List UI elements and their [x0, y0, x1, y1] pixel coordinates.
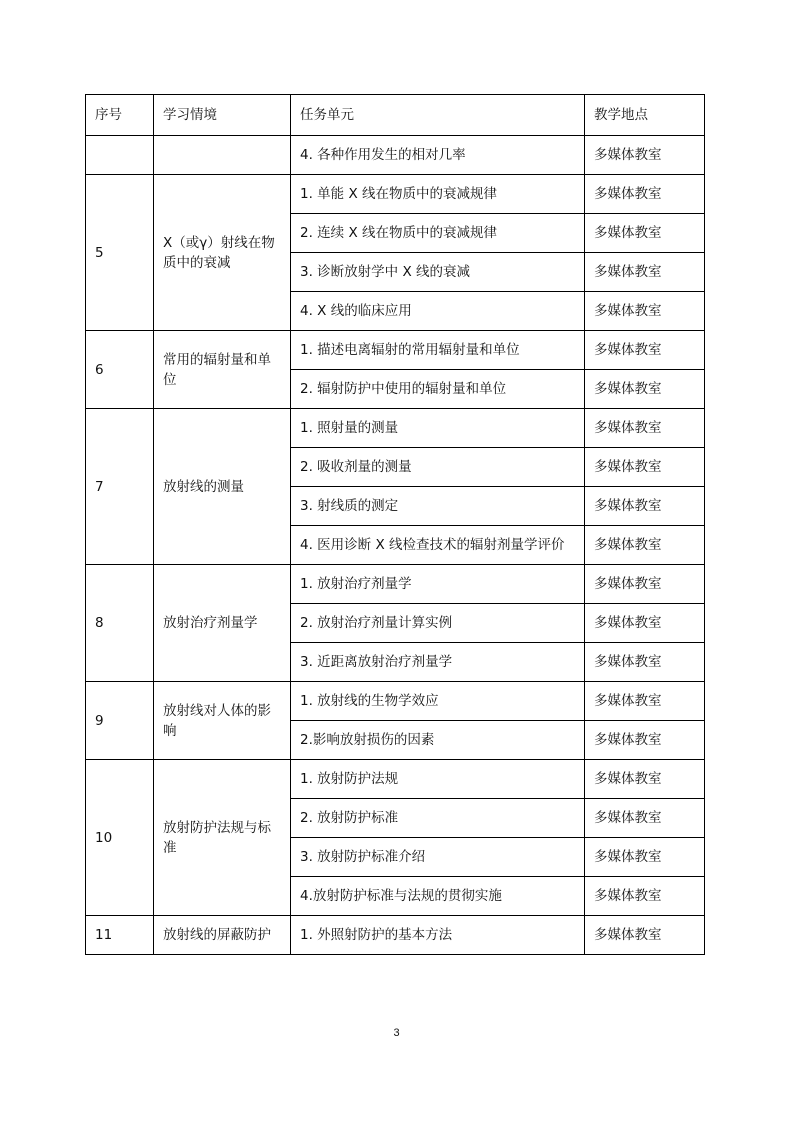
- teaching-location-cell: 多媒体教室: [585, 331, 705, 370]
- row-number-cell: 8: [86, 565, 154, 682]
- row-number-cell: 9: [86, 682, 154, 760]
- teaching-location-cell: 多媒体教室: [585, 487, 705, 526]
- teaching-location-cell: 多媒体教室: [585, 604, 705, 643]
- row-number-cell: 6: [86, 331, 154, 409]
- table-row: [86, 760, 705, 799]
- teaching-location-cell: 多媒体教室: [585, 175, 705, 214]
- learning-situation-cell: 放射防护法规与标准: [154, 760, 291, 916]
- teaching-location-cell: 多媒体教室: [585, 916, 705, 955]
- row-number-cell: 7: [86, 409, 154, 565]
- task-unit-cell: 2. 辐射防护中使用的辐射量和单位: [291, 370, 585, 409]
- learning-situation-cell: X（或γ）射线在物质中的衰减: [154, 175, 291, 331]
- task-unit-cell: 1. 照射量的测量: [291, 409, 585, 448]
- table-row: [86, 916, 705, 955]
- teaching-location-cell: 多媒体教室: [585, 214, 705, 253]
- row-number-cell: 5: [86, 175, 154, 331]
- task-unit-cell: 4. 各种作用发生的相对几率: [291, 136, 585, 175]
- table-row: [86, 175, 705, 214]
- task-unit-cell: 2. 放射治疗剂量计算实例: [291, 604, 585, 643]
- row-number-cell: 10: [86, 760, 154, 916]
- task-unit-cell: 2.影响放射损伤的因素: [291, 721, 585, 760]
- curriculum-table: [85, 94, 705, 955]
- row-number-cell: [86, 136, 154, 175]
- teaching-location-cell: 多媒体教室: [585, 838, 705, 877]
- table-row: [86, 331, 705, 370]
- task-unit-cell: 1. 放射线的生物学效应: [291, 682, 585, 721]
- task-unit-cell: 1. 外照射防护的基本方法: [291, 916, 585, 955]
- teaching-location-cell: 多媒体教室: [585, 760, 705, 799]
- teaching-location-cell: 多媒体教室: [585, 292, 705, 331]
- task-unit-cell: 1. 放射防护法规: [291, 760, 585, 799]
- task-unit-cell: 4.放射防护标准与法规的贯彻实施: [291, 877, 585, 916]
- teaching-location-cell: 多媒体教室: [585, 526, 705, 565]
- teaching-location-cell: 多媒体教室: [585, 682, 705, 721]
- task-unit-cell: 3. 近距离放射治疗剂量学: [291, 643, 585, 682]
- teaching-location-cell: 多媒体教室: [585, 253, 705, 292]
- task-unit-cell: 2. 吸收剂量的测量: [291, 448, 585, 487]
- task-unit-cell: 3. 放射防护标准介绍: [291, 838, 585, 877]
- header-row: [86, 95, 705, 136]
- teaching-location-cell: 多媒体教室: [585, 877, 705, 916]
- task-unit-cell: 3. 诊断放射学中 X 线的衰减: [291, 253, 585, 292]
- page-number: 3: [393, 1027, 400, 1039]
- header-task: 任务单元: [291, 95, 585, 136]
- learning-situation-cell: 放射线的测量: [154, 409, 291, 565]
- learning-situation-cell: 常用的辐射量和单位: [154, 331, 291, 409]
- teaching-location-cell: 多媒体教室: [585, 643, 705, 682]
- task-unit-cell: 4. X 线的临床应用: [291, 292, 585, 331]
- teaching-location-cell: 多媒体教室: [585, 448, 705, 487]
- table-row: [86, 136, 705, 175]
- learning-situation-cell: 放射线的屏蔽防护: [154, 916, 291, 955]
- task-unit-cell: 3. 射线质的测定: [291, 487, 585, 526]
- task-unit-cell: 4. 医用诊断 X 线检查技术的辐射剂量学评价: [291, 526, 585, 565]
- teaching-location-cell: 多媒体教室: [585, 799, 705, 838]
- learning-situation-cell: 放射线对人体的影响: [154, 682, 291, 760]
- task-unit-cell: 1. 描述电离辐射的常用辐射量和单位: [291, 331, 585, 370]
- row-number-cell: 11: [86, 916, 154, 955]
- table-row: [86, 565, 705, 604]
- teaching-location-cell: 多媒体教室: [585, 565, 705, 604]
- header-location: 教学地点: [585, 95, 705, 136]
- table-body: [86, 136, 705, 955]
- task-unit-cell: 2. 放射防护标准: [291, 799, 585, 838]
- header-situation: 学习情境: [154, 95, 291, 136]
- header-no: 序号: [86, 95, 154, 136]
- task-unit-cell: 1. 放射治疗剂量学: [291, 565, 585, 604]
- teaching-location-cell: 多媒体教室: [585, 136, 705, 175]
- learning-situation-cell: 放射治疗剂量学: [154, 565, 291, 682]
- learning-situation-cell: [154, 136, 291, 175]
- task-unit-cell: 2. 连续 X 线在物质中的衰减规律: [291, 214, 585, 253]
- table-row: [86, 409, 705, 448]
- table-row: [86, 682, 705, 721]
- task-unit-cell: 1. 单能 X 线在物质中的衰减规律: [291, 175, 585, 214]
- teaching-location-cell: 多媒体教室: [585, 370, 705, 409]
- teaching-location-cell: 多媒体教室: [585, 409, 705, 448]
- teaching-location-cell: 多媒体教室: [585, 721, 705, 760]
